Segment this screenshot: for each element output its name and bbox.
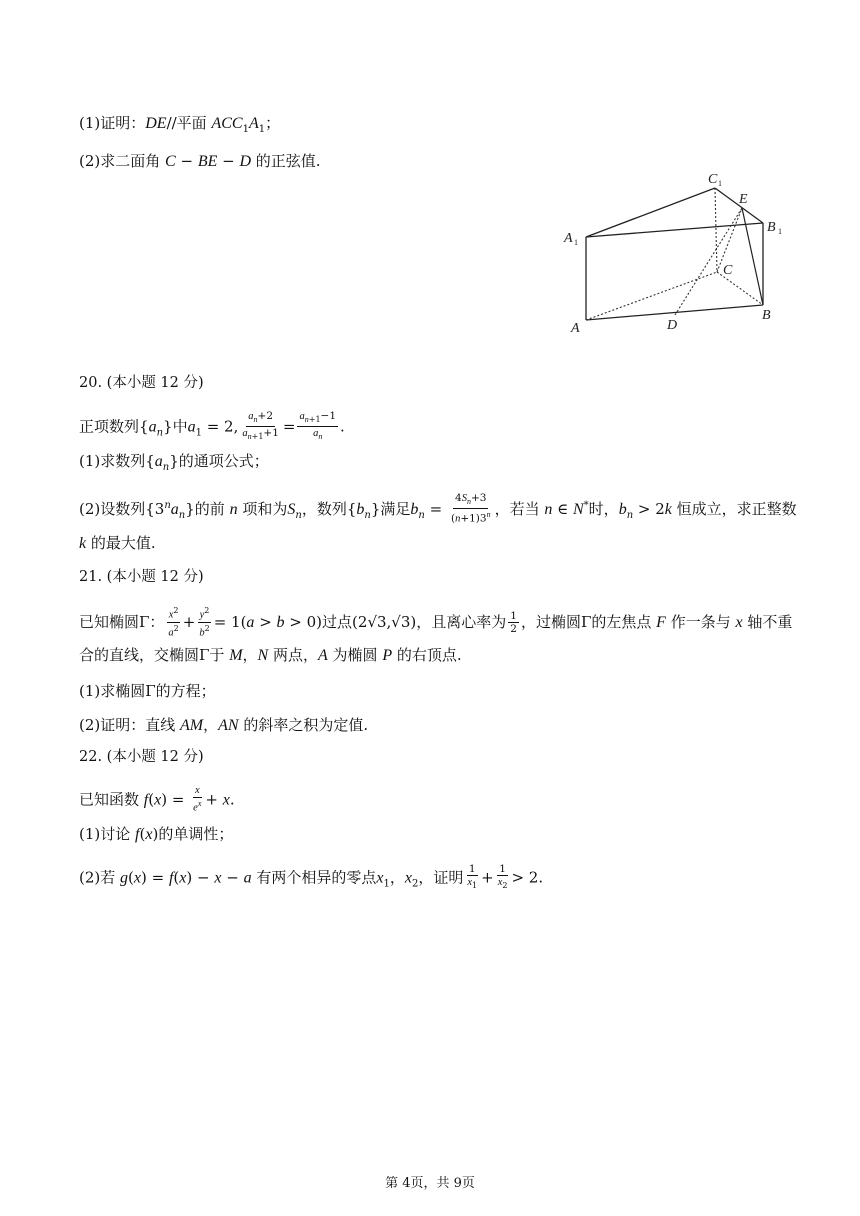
q20-heading: 20. (本小题 12 分): [79, 375, 204, 391]
q22-heading: 22. (本小题 12 分): [79, 749, 204, 765]
q20-part1: (1)求数列$\{a_n\}$的通项公式；: [79, 452, 269, 473]
label-C1: C: [708, 172, 718, 187]
svg-text:1: 1: [778, 227, 782, 236]
q21-heading: 21. (本小题 12 分): [79, 569, 204, 585]
edge-A1-B1: [586, 223, 763, 237]
q21-part1: (1)求椭圆Γ的方程；: [79, 682, 216, 700]
svg-text:1: 1: [718, 179, 722, 188]
label-B1: B: [767, 220, 776, 235]
q20-part2-line2: k 的最大值.: [79, 534, 156, 552]
label-C: C: [723, 263, 733, 278]
q21-stem-line2: 合的直线，交椭圆Γ于 M，N 两点，A 为椭圆 P 的右顶点.: [79, 646, 462, 664]
q19-part2: (2)求二面角 C − BE − D 的正弦值.: [79, 152, 321, 170]
label-E: E: [739, 192, 748, 207]
q19-part1: (1)证明：DE//平面 $ACC_1A_1$；: [79, 114, 281, 135]
q21-part2: (2)证明：直线 AM，AN 的斜率之积为定值.: [79, 716, 369, 734]
label-A1: A: [564, 231, 573, 246]
q22-stem: 已知函数 f(x) = $\frac{x}{e^x}$ + x.: [79, 785, 235, 814]
label-D: D: [667, 318, 678, 333]
edge-E-B: [742, 208, 763, 305]
q22-part2: (2)若 g(x) = f(x) − x − a 有两个相异的零点$x_1$，$x_2$，证明 $\frac{1}{x_1}$ + $\frac{1}{x_2}$ > 2.: [79, 863, 544, 891]
svg-text:1: 1: [574, 238, 578, 247]
q22-part1: (1)讨论 f(x)的单调性；: [79, 825, 234, 843]
q20-stem: 正项数列$\{a_n\}$中$a_1 = 2$, $\frac{a_n+2}{a_{n+1}+1}$ = $\frac{a_{n+1}-1}{a_n}$ .: [79, 410, 345, 442]
edge-A1-C1: [586, 188, 715, 237]
label-B: B: [762, 308, 771, 323]
edge-A-C: [586, 272, 717, 320]
q20-part2: (2)设数列$\{3^na_n\}$的前 n 项和为$S_n$，数列$\{b_n\}$满足$b_n$ = $\frac{4S_n+3}{(n+1)3^n}$ ，若当 n ∈ N*时，$b_n > 2k$ 恒成立，求正整数: [79, 492, 797, 525]
edge-C-C1: [715, 188, 717, 272]
label-A: A: [571, 321, 580, 336]
prism-figure: [555, 165, 795, 345]
page-footer: 第 4页，共 9页: [385, 1176, 475, 1191]
q21-stem: 已知椭圆Γ： $\frac{x^2}{a^2}$ + $\frac{y^2}{b^2}$ = 1(a > b > 0)过点(2√3,√3)，且离心率为 $\frac{1}{2}$ ，过椭圆Γ的左焦点 F 作一条与 x 轴不重: [79, 606, 793, 638]
edge-D-E: [675, 208, 742, 315]
